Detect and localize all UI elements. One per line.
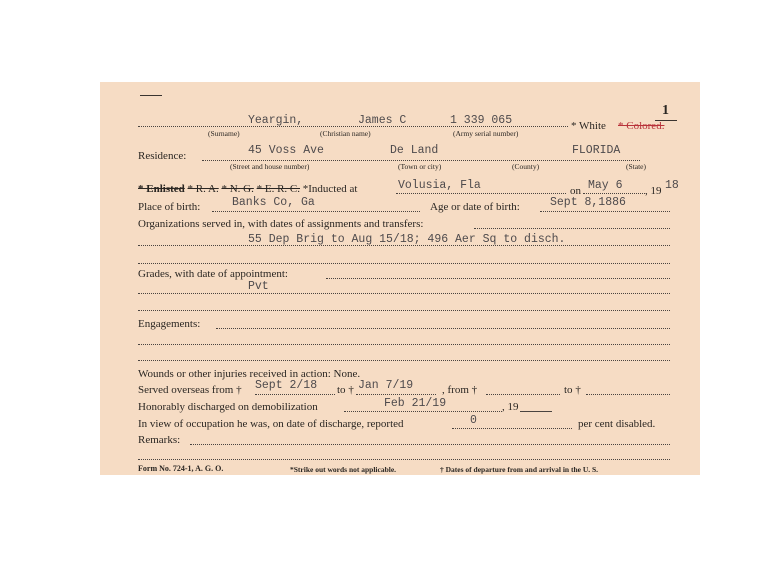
discharge-year: , 19 [502,401,519,413]
town-caption: (Town or city) [398,162,442,171]
card-number: 1 [662,103,669,118]
birth-place-label: Place of birth: [138,201,201,213]
occupation-line [452,428,572,429]
overseas-to-value: Jan 7/19 [358,379,414,392]
overseas-to2-label: to † [564,384,581,396]
enlisted-erc: * E. R. C. [256,183,300,195]
overseas-from-value: Sept 2/18 [255,379,318,392]
street-caption: (Street and house number) [230,162,310,171]
organizations-line-2 [138,245,670,246]
overseas-from2-line [486,394,560,395]
overseas-from2-label: , from † [442,384,478,396]
top-left-mark [140,95,162,96]
discharge-label: Honorably discharged on demobilization [138,401,318,413]
engagements-label: Engagements: [138,318,201,330]
inducted-label: *Inducted at [302,183,358,195]
enlisted-ra: * R. A. [187,183,219,195]
strike-note: *Strike out words not applicable. [290,465,397,474]
discharge-year-line [520,411,552,412]
birth-place-line [212,211,420,212]
surname-value: Yeargin, [248,114,304,127]
race-colored: * Colored. [618,120,665,132]
overseas-from-line [255,394,335,395]
inducted-value: Volusia, Fla [398,179,481,192]
birth-place-value: Banks Co, Ga [232,196,315,209]
residence-street: 45 Voss Ave [248,144,324,157]
enlisted-ng: * N. G. [221,183,254,195]
grades-line-1 [326,278,670,279]
overseas-dagger: † [236,384,242,396]
remarks-label: Remarks: [138,434,181,446]
christian-name-value: James C [358,114,407,127]
engagements-line-2 [138,344,670,345]
organizations-line-3 [138,263,670,264]
christian-caption: (Christian name) [320,129,371,138]
grades-line-3 [138,310,670,311]
organizations-line-1 [474,228,670,229]
induction-year: 18 [665,179,679,192]
overseas-label [138,384,242,396]
dates-note: † Dates of departure from and arrival in the U. S. [440,465,599,474]
discharge-line [344,411,502,412]
inducted-line [396,193,566,194]
occupation-label: In view of occupation he was, on date of discharge, reported [138,418,404,430]
service-record-card [100,82,700,475]
surname-caption-text: (Surname) [208,129,240,138]
residence-state: FLORIDA [572,144,621,157]
county-caption: (County) [512,162,540,171]
induction-date: May 6 [588,179,623,192]
remarks-line-1 [190,444,670,445]
residence-town: De Land [390,144,439,157]
occupation-suffix: per cent disabled. [578,418,656,430]
birth-date-value: Sept 8,1886 [550,196,626,209]
enlisted-word: * Enlisted [138,183,185,195]
engagements-line-3 [138,360,670,361]
residence-line [202,160,640,161]
enlisted-label [138,183,357,195]
induction-date-line [583,193,645,194]
serial-caption: (Army serial number) [453,129,519,138]
engagements-line-1 [216,328,670,329]
overseas-label-text: Served overseas from [138,384,234,396]
organizations-label: Organizations served in, with dates of assignments and transfers: [138,218,424,230]
state-caption: (State) [626,162,646,171]
discharge-date: Feb 21/19 [384,397,447,410]
form-number: Form No. 724-1, A. G. O. [138,464,224,473]
overseas-to2-line [586,394,670,395]
birth-date-label: Age or date of birth: [430,201,520,213]
overseas-to-line [356,394,436,395]
race-white: * White [571,120,606,132]
overseas-to-label: to † [337,384,354,396]
residence-label: Residence: [138,150,187,162]
on-label: on [570,185,581,197]
induction-year-prefix: , 19 [645,185,662,197]
grades-value: Pvt [248,280,269,293]
serial-number-value: 1 339 065 [450,114,513,127]
grades-line-2 [138,293,670,294]
organizations-value: 55 Dep Brig to Aug 15/18; 496 Aer Sq to disch. [248,233,566,246]
grades-label: Grades, with date of appointment: [138,268,288,280]
birth-date-line [540,211,670,212]
occupation-value: 0 [470,414,477,427]
wounds-text: Wounds or other injuries received in action: None. [138,368,361,380]
remarks-line-2 [138,459,670,460]
